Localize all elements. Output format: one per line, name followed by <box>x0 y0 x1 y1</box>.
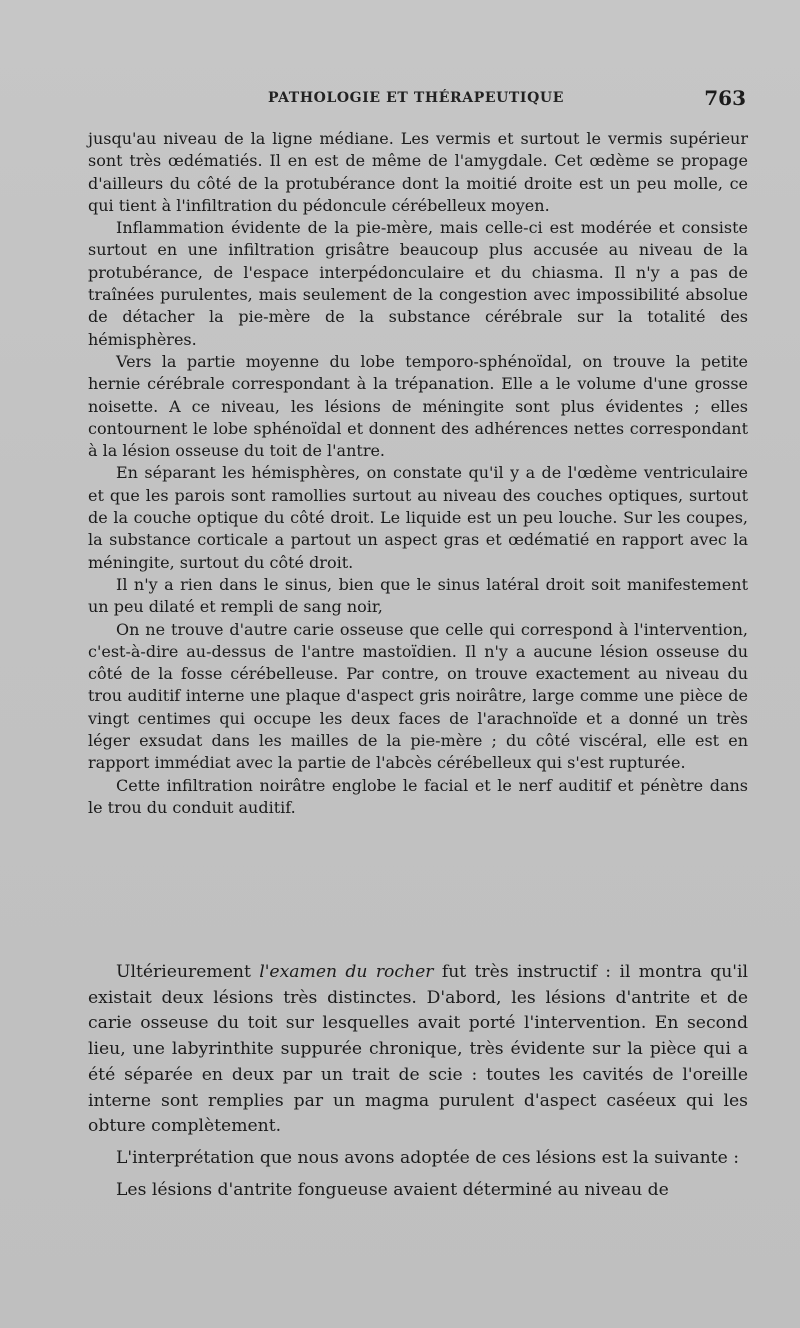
examen-text-before: Ultérieurement <box>116 962 260 982</box>
running-title: PATHOLOGIE ET THÉRAPEUTIQUE <box>268 90 564 106</box>
page-header <box>88 86 748 114</box>
paragraph-antrite: Les lésions d'antrite fongueuse avaient déterminé au niveau de <box>116 1179 669 1200</box>
paragraph-lobe-temporo-sphenoidal: Vers la partie moyenne du lobe temporo-sphénoïdal, on trouve la petite hernie cérébrale correspondant à la trépanation. Elle a le volume d'une grosse noisette. A ce niveau, les lésions de méningite sont plus évidentes ; elles contournent le lobe sphénoïdal et donnent des adhérences nettes correspondant à la lésion osseuse du toit de l'antre. <box>88 351 748 461</box>
paragraph-hemispheres: En séparant les hémisphères, on constate qu'il y a de l'œdème ventriculaire et que les parois sont ramollies surtout au niveau des couches optiques, surtout de la couche optique du côté droit. Le liquide est un peu louche. Sur les coupes, la substance corticale a partout un aspect gras et œdématié en rapport avec la méningite, surtout du côté droit. <box>88 463 748 572</box>
examen-text-after: fut très instructif : il montra qu'il existait deux lésions très distinctes. D'abord, les lésions d'antrite et de carie osseuse du toit sur lesquelles avait porté l'intervention. En second lieu, une labyrinthite suppurée chronique, très évidente sur la pièce qui a été séparée en deux par un trait de scie : toutes les cavités de l'oreille interne sont remplies par un magma purulent d'aspect caséeux qui les obture complètement. <box>88 962 749 1137</box>
large-text-block <box>88 960 748 1203</box>
paragraph-carie-osseuse: On ne trouve d'autre carie osseuse que celle qui correspond à l'intervention, c'est-à-dire au-dessus de l'antre mastoïdien. Il n'y a aucune lésion osseuse du côté de la fosse cérébelleuse. Par contre, on trouve exactement au niveau du trou auditif interne une plaque d'aspect gris noirâtre, large comme une pièce de vingt centimes qui occupe les deux faces de l'arachnoïde et a donné un très léger exsudat dans les mailles de la pie-mère ; du côté viscéral, elle est en rapport immédiat avec la partie de l'abcès cérébelleux qui s'est rupturée. <box>88 619 748 773</box>
paragraph-interpretation: L'interprétation que nous avons adoptée de ces lésions est la suivante : <box>116 1147 739 1168</box>
paragraph-sinus: Il n'y a rien dans le sinus, bien que le sinus latéral droit soit manifestement un peu dilaté et rempli de sang noir, <box>88 574 748 617</box>
paragraph-examen-rocher <box>88 960 748 1140</box>
paragraph-continuation: jusqu'au niveau de la ligne médiane. Les vermis et surtout le vermis supérieur sont très œdématiés. Il en est de même de l'amygdale. Cet œdème se propage d'ailleurs du côté de la protubérance dont la moitié droite est un peu molle, ce qui tient à l'infiltration du pédoncule cérébelleux moyen. <box>88 129 748 215</box>
paragraph-infiltration: Cette infiltration noirâtre englobe le facial et le nerf auditif et pénètre dans le trou du conduit auditif. <box>88 775 748 817</box>
main-text-block <box>88 128 748 819</box>
paragraph-inflammation: Inflammation évidente de la pie-mère, mais celle-ci est modérée et consiste surtout en une infiltration grisâtre beaucoup plus accusée au niveau de la protubérance, de l'espace interpédonculaire et du chiasma. Il n'y a pas de traînées purulentes, mais seulement de la congestion avec impossibilité absolue de détacher la pie-mère de la substance cérébrale sur la totalité des hémisphères. <box>88 218 748 349</box>
examen-italic-phrase: l'examen du rocher <box>259 962 434 982</box>
page-number: 763 <box>704 86 746 110</box>
